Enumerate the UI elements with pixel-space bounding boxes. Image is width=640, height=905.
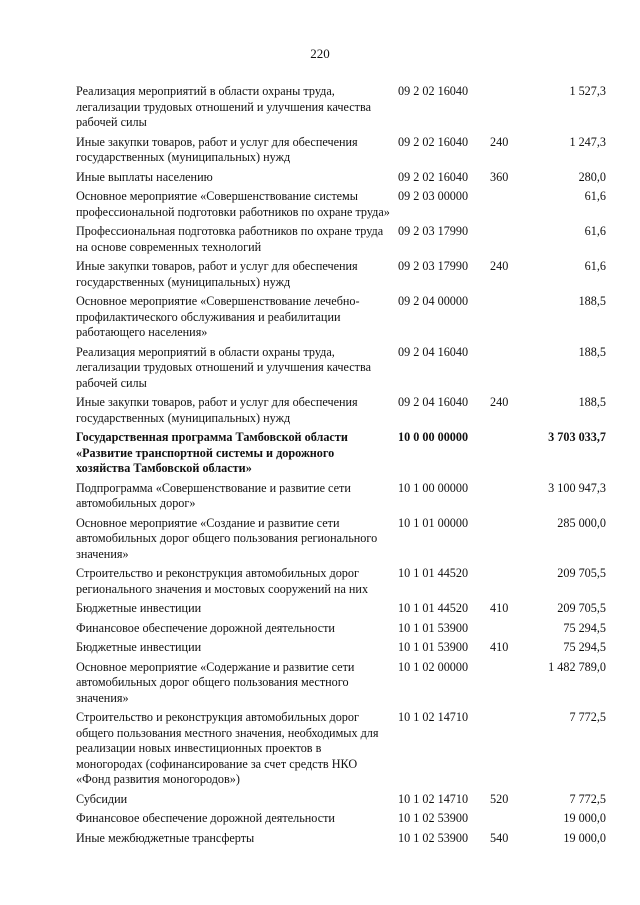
budget-table [76, 84, 606, 850]
row-amount: 61,6 [584, 224, 606, 238]
row-code: 10 0 00 00000 [398, 430, 469, 444]
row-code: 09 2 02 16040 [398, 84, 469, 98]
row-code: 09 2 02 16040 [398, 169, 469, 184]
row-amount: 188,5 [578, 395, 606, 409]
row-code: 09 2 04 00000 [398, 294, 469, 308]
table-row [76, 621, 606, 637]
table-row [76, 135, 606, 166]
table-row [76, 710, 606, 788]
table-row [76, 811, 606, 827]
row-code: 09 2 03 17990 [398, 224, 469, 238]
row-expense-type: 540 [490, 830, 509, 845]
row-name: Иные закупки товаров, работ и услуг для обеспечения государственных (муниципальных) нужд [76, 134, 358, 164]
row-amount: 61,6 [584, 259, 606, 273]
row-name: Основное мероприятие «Содержание и развитие сети автомобильных дорог общего пользования местного значения» [76, 659, 355, 705]
row-name: Бюджетные инвестиции [76, 601, 202, 615]
row-code: 10 1 02 14710 [398, 710, 469, 724]
row-name: Основное мероприятие «Совершенствование системы профессиональной подготовки работников по охране труда» [76, 189, 390, 219]
row-name: Реализация мероприятий в области охраны труда, легализации трудовых отношений и улучшения качества рабочей силы [76, 84, 372, 129]
table-row [76, 566, 606, 597]
table-row [76, 170, 606, 186]
row-amount: 209 705,5 [557, 566, 606, 580]
row-code: 10 1 01 44520 [398, 601, 469, 615]
table-row [76, 831, 606, 847]
row-amount: 75 294,5 [563, 620, 606, 635]
row-code: 10 1 02 00000 [398, 659, 469, 674]
row-code: 10 1 02 14710 [398, 791, 469, 806]
table-row [76, 224, 606, 255]
row-expense-type: 520 [490, 791, 509, 806]
row-code: 09 2 02 16040 [398, 134, 469, 149]
row-name: Профессиональная подготовка работников по охране труда на основе современных технологий [76, 224, 384, 254]
row-name: Строительство и реконструкция автомобильных дорог общего пользования местного значения, необходимых для реализации новых инвестиционных проектов в моногородах (софинансирование за счет средств НКО «Фонд развития моногородов») [76, 710, 379, 786]
row-code: 10 1 00 00000 [398, 480, 469, 495]
row-amount: 285 000,0 [557, 515, 606, 530]
row-amount: 209 705,5 [557, 601, 606, 615]
row-amount: 19 000,0 [563, 811, 606, 825]
row-amount: 3 703 033,7 [548, 430, 606, 444]
row-expense-type: 240 [490, 395, 509, 409]
row-name: Иные межбюджетные трансферты [76, 830, 255, 845]
table-row [76, 481, 606, 512]
row-code: 09 2 04 16040 [398, 344, 469, 359]
row-code: 10 1 01 53900 [398, 620, 469, 635]
row-code: 10 1 02 53900 [398, 830, 469, 845]
row-name: Основное мероприятие «Совершенствование лечебно-профилактического обслуживания и реабилитации работающего населения» [76, 294, 360, 339]
row-name: Подпрограмма «Совершенствование и развитие сети автомобильных дорог» [76, 480, 351, 510]
row-amount: 7 772,5 [569, 710, 606, 724]
row-code: 09 2 04 16040 [398, 395, 469, 409]
table-row [76, 345, 606, 392]
row-code: 10 1 01 00000 [398, 515, 469, 530]
table-row [76, 792, 606, 808]
row-code: 10 1 02 53900 [398, 811, 469, 825]
table-row [76, 430, 606, 477]
table-row [76, 660, 606, 707]
row-amount: 3 100 947,3 [548, 480, 606, 495]
row-name: Финансовое обеспечение дорожной деятельности [76, 811, 335, 825]
row-name: Иные закупки товаров, работ и услуг для обеспечения государственных (муниципальных) нужд [76, 395, 358, 425]
row-name: Государственная программа Тамбовской области «Развитие транспортной системы и дорожного хозяйства Тамбовской области» [76, 430, 348, 475]
table-row [76, 640, 606, 656]
row-name: Финансовое обеспечение дорожной деятельности [76, 620, 335, 635]
row-name: Иные выплаты населению [76, 169, 213, 184]
table-row [76, 395, 606, 426]
row-name: Реализация мероприятий в области охраны труда, легализации трудовых отношений и улучшения качества рабочей силы [76, 344, 372, 390]
row-name: Строительство и реконструкция автомобильных дорог регионального значения и мостовых сооружений на них [76, 566, 369, 596]
row-name: Субсидии [76, 791, 128, 806]
row-name: Иные закупки товаров, работ и услуг для обеспечения государственных (муниципальных) нужд [76, 259, 358, 289]
row-amount: 188,5 [578, 344, 606, 359]
row-code: 10 1 01 44520 [398, 566, 469, 580]
row-amount: 19 000,0 [563, 830, 606, 845]
table-row [76, 259, 606, 290]
row-amount: 75 294,5 [563, 640, 606, 654]
row-amount: 61,6 [584, 189, 606, 203]
table-row [76, 601, 606, 617]
table-row [76, 294, 606, 341]
row-code: 10 1 01 53900 [398, 640, 469, 654]
row-expense-type: 240 [490, 134, 509, 149]
row-expense-type: 360 [490, 169, 509, 184]
row-code: 09 2 03 00000 [398, 189, 469, 203]
page-number: 220 [310, 46, 330, 61]
table-row [76, 516, 606, 563]
row-amount: 188,5 [578, 294, 606, 308]
row-amount: 1 527,3 [569, 84, 606, 98]
row-name: Бюджетные инвестиции [76, 640, 202, 654]
row-amount: 7 772,5 [569, 791, 606, 806]
table-row [76, 84, 606, 131]
row-amount: 280,0 [578, 169, 606, 184]
row-code: 09 2 03 17990 [398, 259, 469, 273]
table-row [76, 189, 606, 220]
row-expense-type: 410 [490, 601, 509, 615]
row-amount: 1 482 789,0 [548, 659, 606, 674]
row-expense-type: 240 [490, 259, 509, 273]
row-amount: 1 247,3 [569, 134, 606, 149]
row-name: Основное мероприятие «Создание и развитие сети автомобильных дорог общего пользования регионального значения» [76, 515, 378, 561]
row-expense-type: 410 [490, 640, 509, 654]
